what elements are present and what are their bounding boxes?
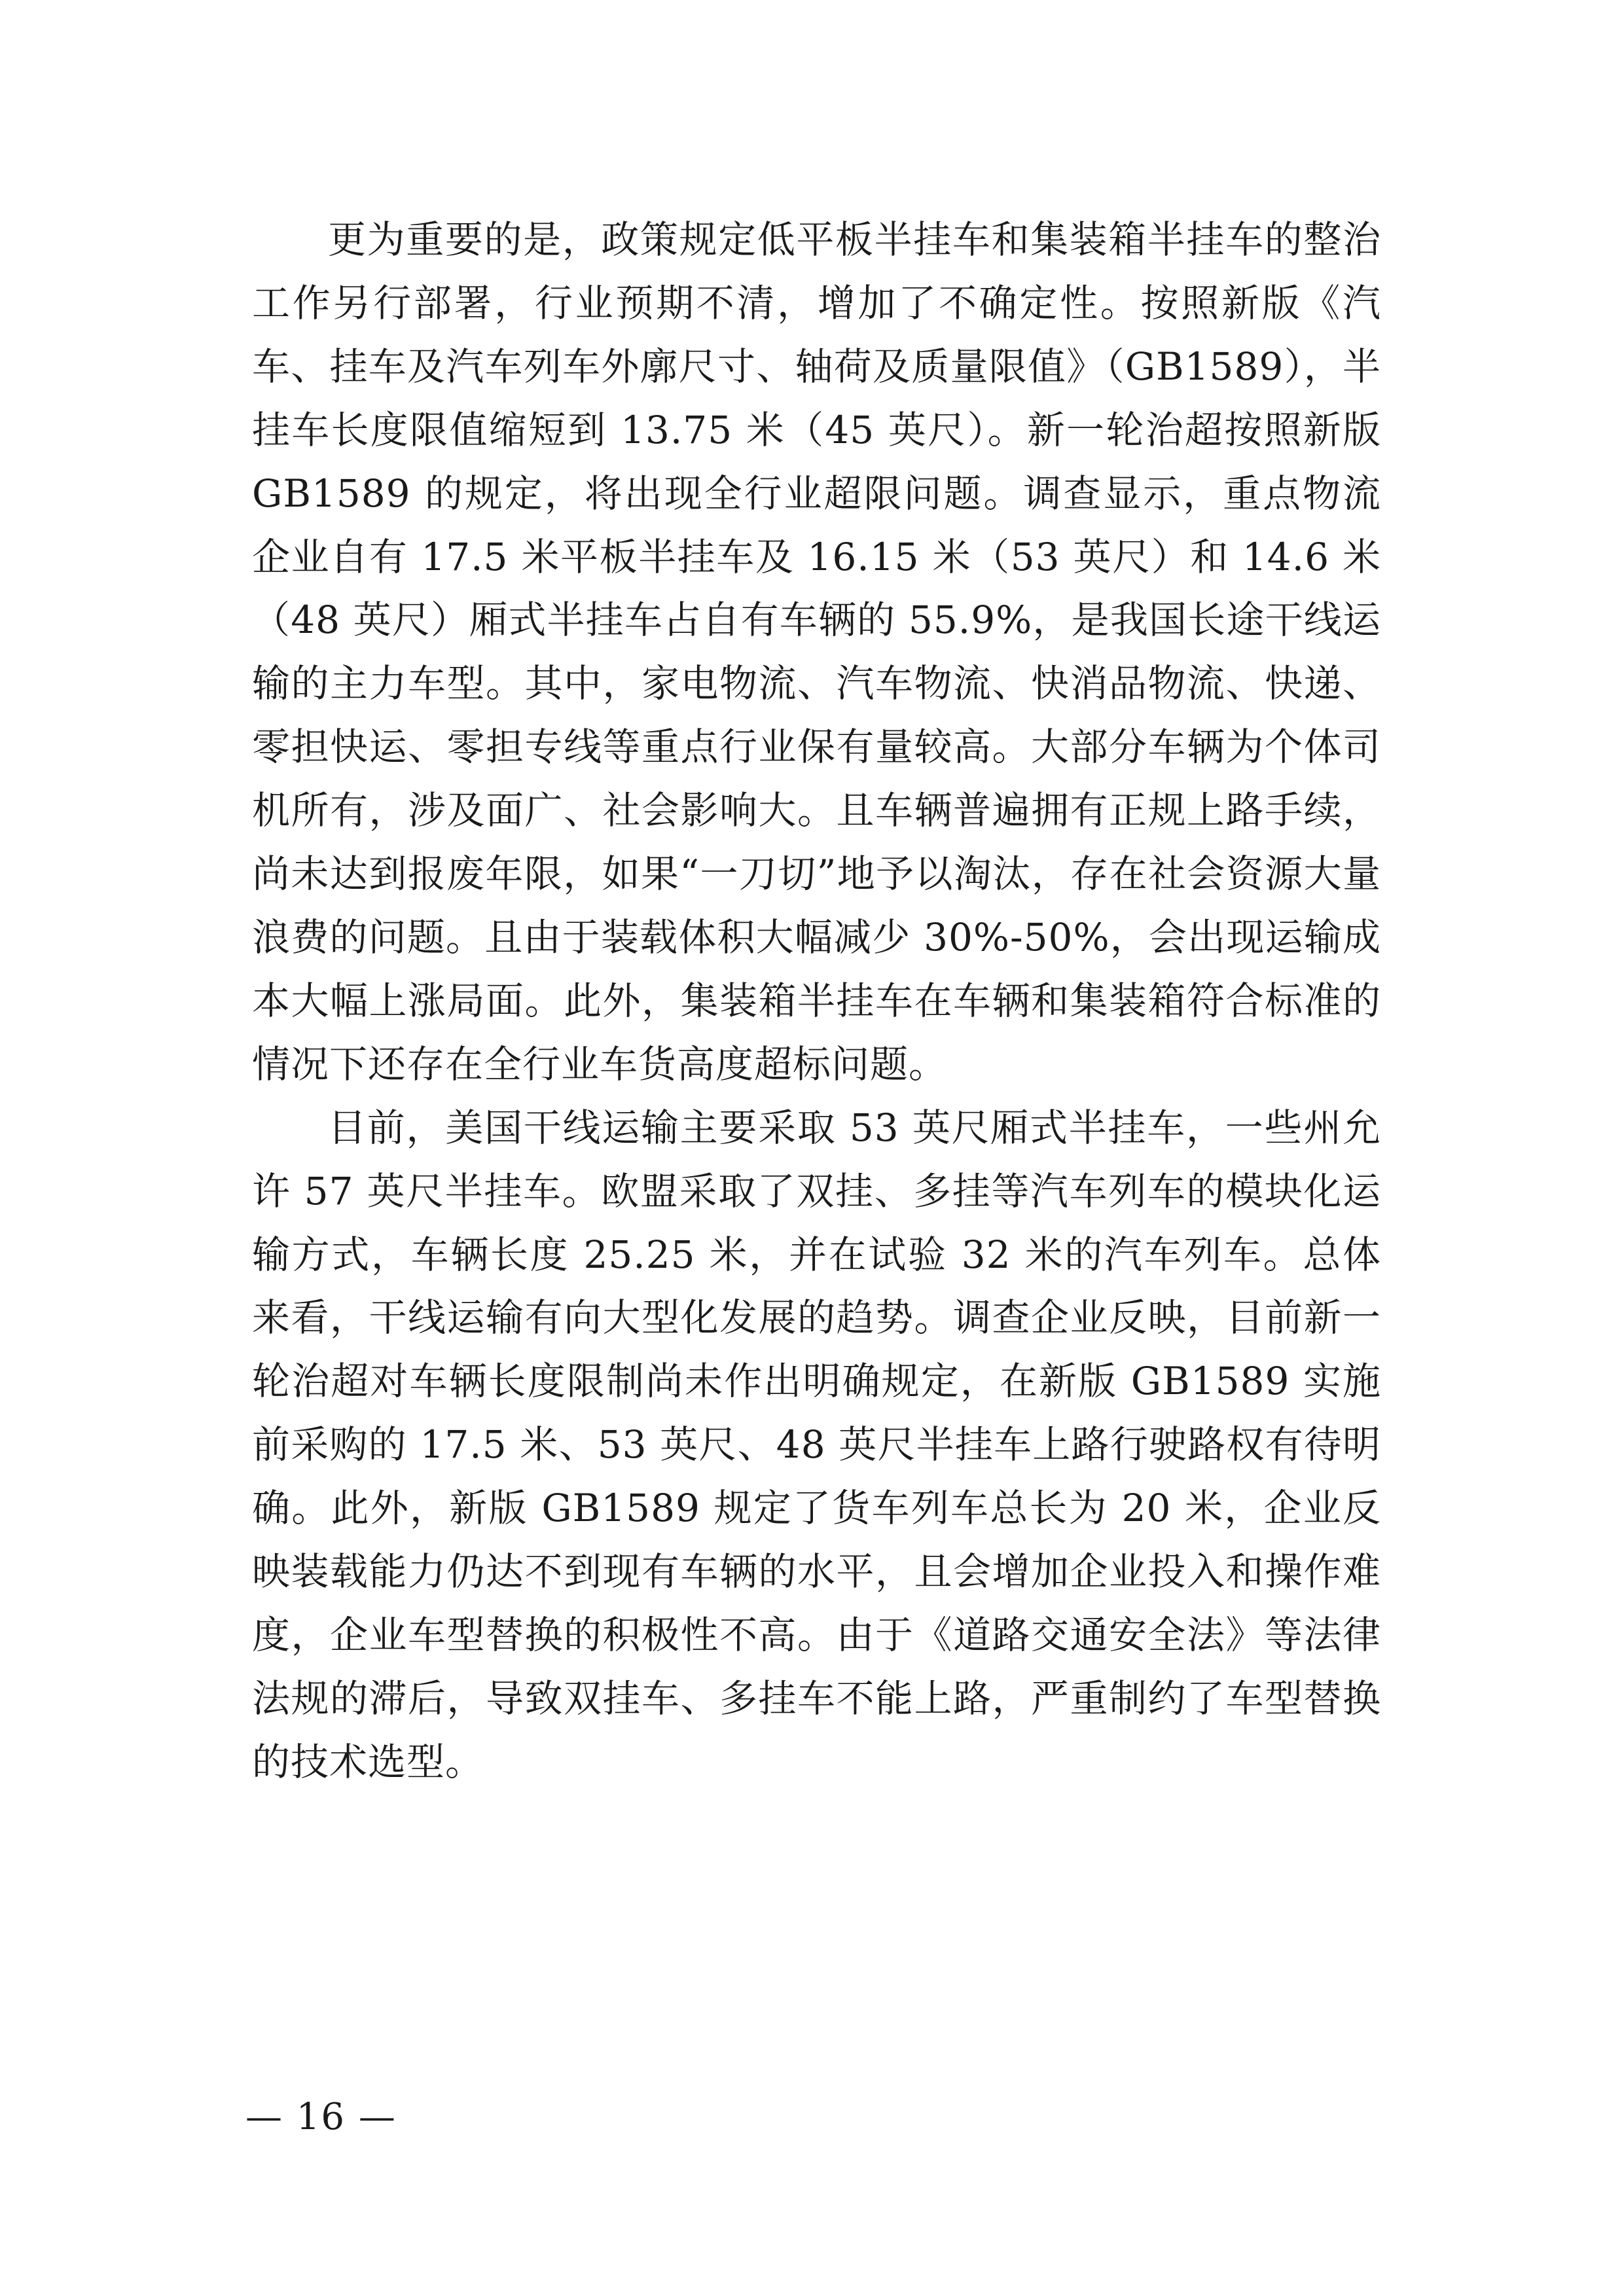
page-number: — 16 —	[245, 2096, 397, 2138]
paragraph-international-comparison: 目前，美国干线运输主要采取 53 英尺厢式半挂车，一些州允许 57 英尺半挂车。欧盟采取了双挂、多挂等汽车列车的模块化运输方式，车辆长度 25.25 米，并在试验 32 米的汽车列车。总体来看，干线运输有向大型化发展的趋势。调查企业反映，目前新一轮治超对车辆长度限制尚未作出明确规定，在新版 GB1589 实施前采购的 17.5 米、53 英尺、48 英尺半挂车上路行驶路权有待明确。此外，新版 GB1589 规定了货车列车总长为 20 米，企业反映装载能力仍达不到现有车辆的水平，且会增加企业投入和操作难度，企业车型替换的积极性不高。由于《道路交通安全法》等法律法规的滞后，导致双挂车、多挂车不能上路，严重制约了车型替换的技术选型。	[252, 1105, 1381, 1784]
paragraph-trailer-policy: 更为重要的是，政策规定低平板半挂车和集装箱半挂车的整治工作另行部署，行业预期不清，增加了不确定性。按照新版《汽车、挂车及汽车列车外廓尺寸、轴荷及质量限值》（GB1589），半挂车长度限值缩短到 13.75 米（45 英尺）。新一轮治超按照新版 GB1589 的规定，将出现全行业超限问题。调查显示，重点物流企业自有 17.5 米平板半挂车及 16.15 米（53 英尺）和 14.6 米（48 英尺）厢式半挂车占自有车辆的 55.9%，是我国长途干线运输的主力车型。其中，家电物流、汽车物流、快消品物流、快递、零担快运、零担专线等重点行业保有量较高。大部分车辆为个体司机所有，涉及面广、社会影响大。且车辆普遍拥有正规上路手续，尚未达到报废年限，如果“一刀切”地予以淘汰，存在社会资源大量浪费的问题。且由于装载体积大幅减少 30%-50%，会出现运输成本大幅上涨局面。此外，集装箱半挂车在车辆和集装箱符合标准的情况下还存在全行业车货高度超标问题。	[252, 217, 1381, 1086]
body-text	[252, 208, 1381, 1794]
